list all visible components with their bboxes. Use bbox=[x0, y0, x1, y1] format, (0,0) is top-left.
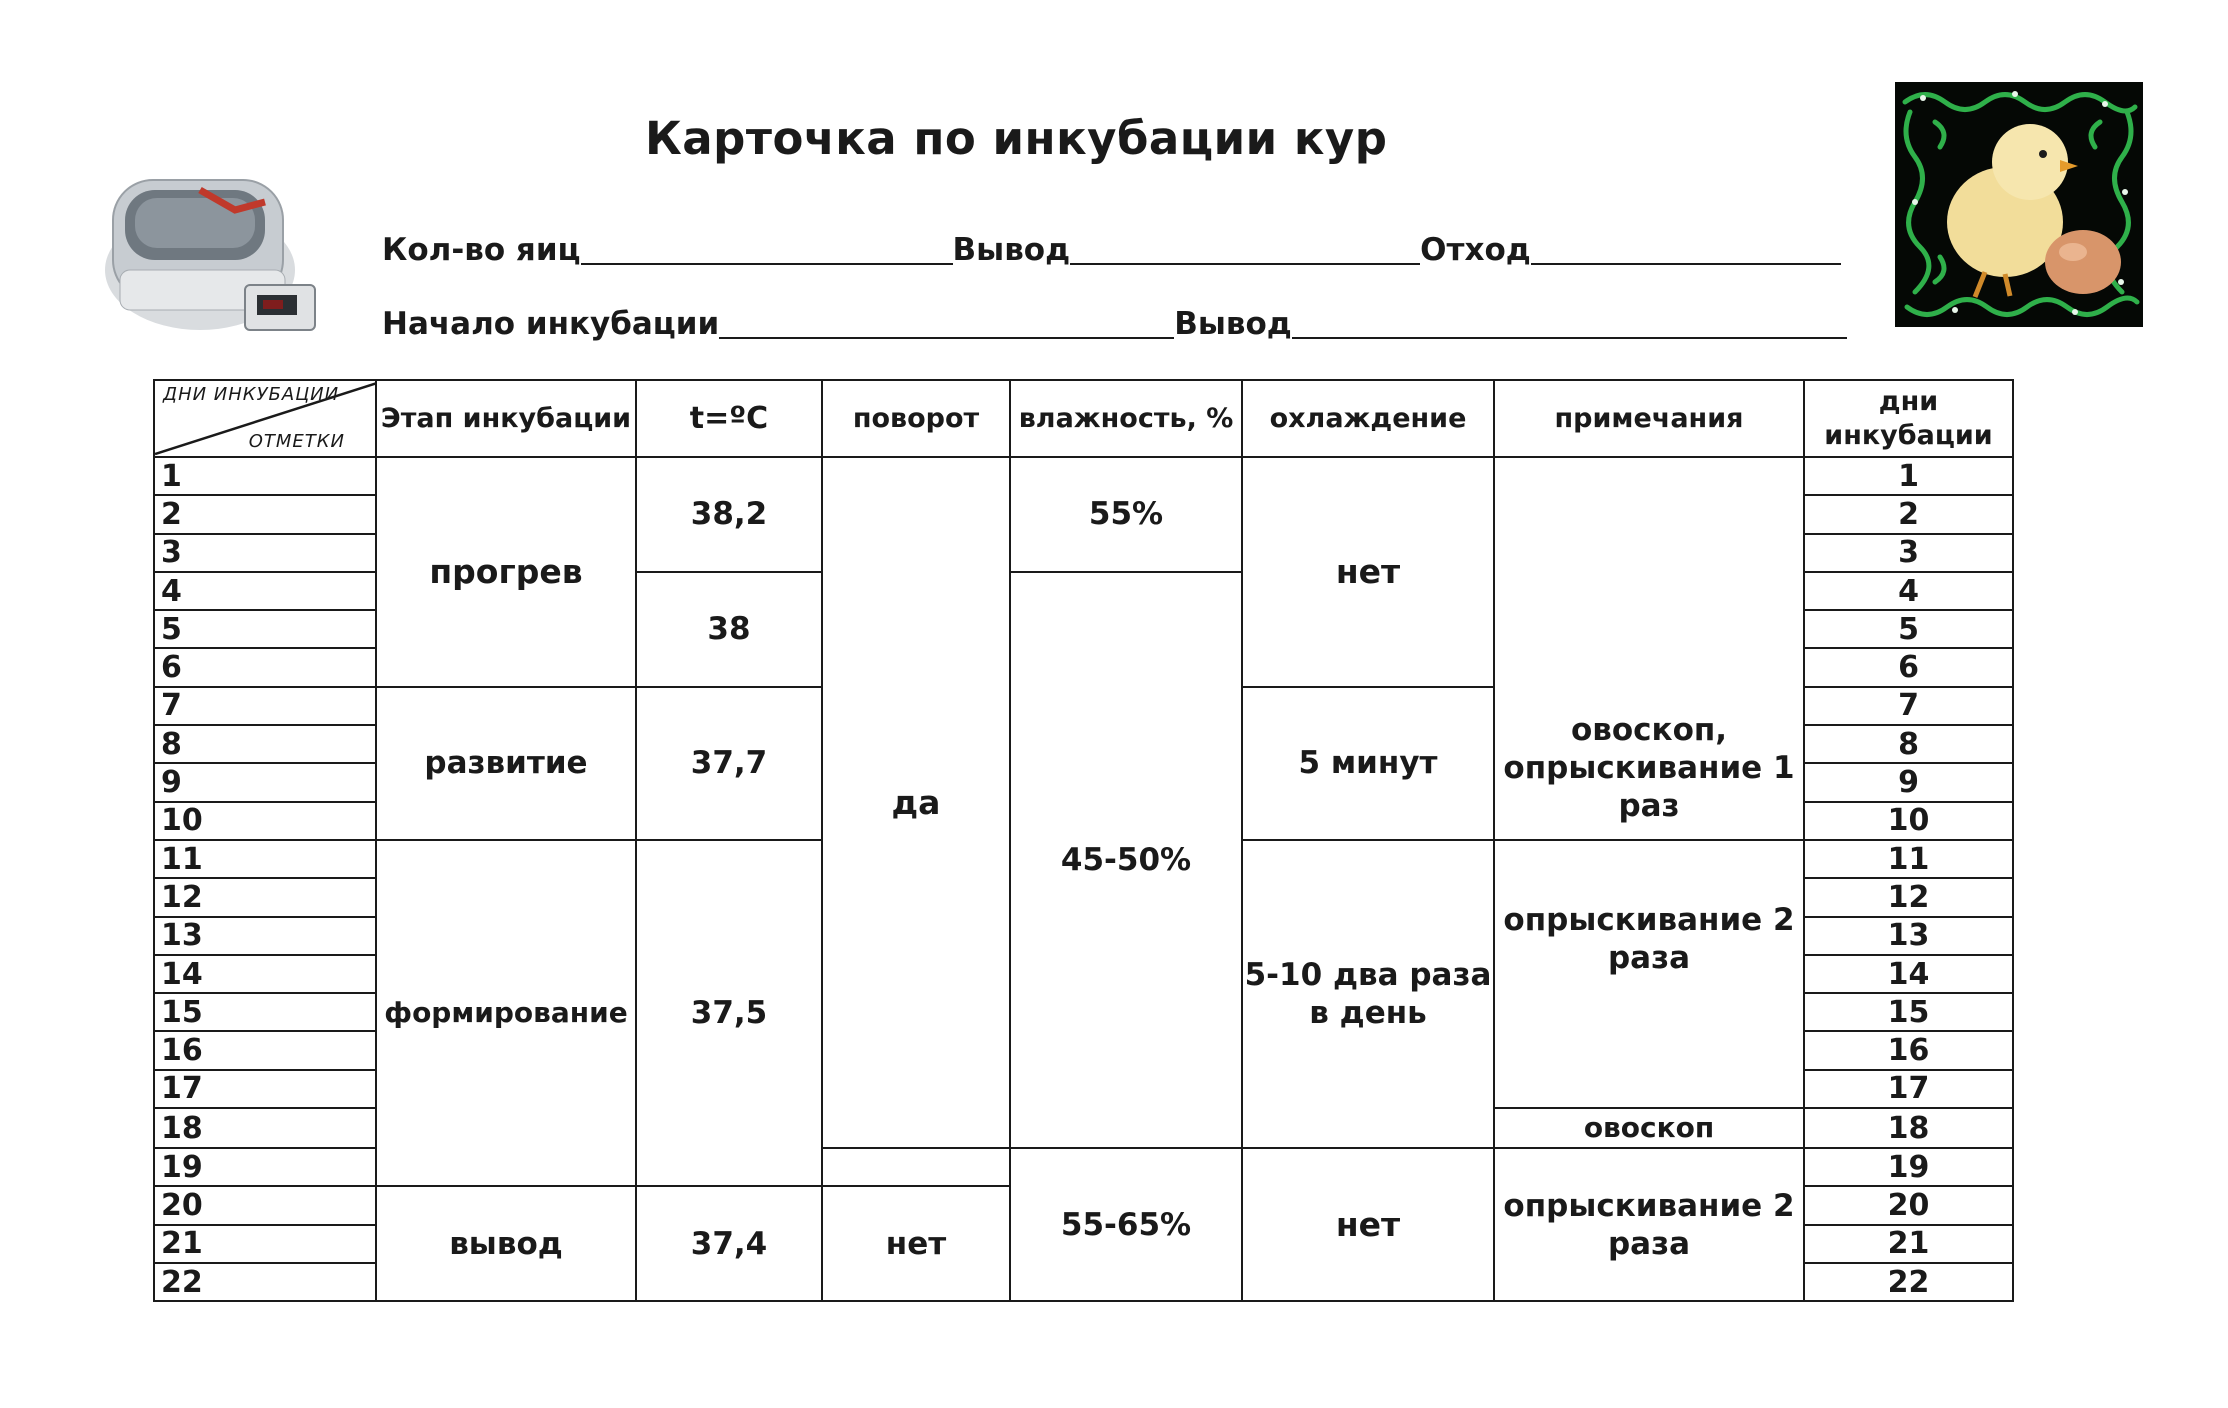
mark-day-10[interactable]: 10 bbox=[154, 802, 376, 840]
mark-day-2[interactable]: 2 bbox=[154, 495, 376, 533]
cooling-5-10-twice: 5-10 два раза в день bbox=[1242, 840, 1494, 1148]
start-label: Начало инкубации bbox=[382, 306, 720, 342]
turn-no: нет bbox=[822, 1186, 1010, 1301]
day-17: 17 bbox=[1804, 1070, 2013, 1108]
day-22: 22 bbox=[1804, 1263, 2013, 1301]
mark-day-19[interactable]: 19 bbox=[154, 1148, 376, 1186]
mark-day-14[interactable]: 14 bbox=[154, 955, 376, 993]
day-5: 5 bbox=[1804, 610, 2013, 648]
humidity-45-50: 45-50% bbox=[1010, 572, 1242, 1148]
temp-37-4: 37,4 bbox=[636, 1186, 822, 1301]
day-11: 11 bbox=[1804, 840, 2013, 878]
eggs-label: Кол-во яиц bbox=[382, 232, 581, 268]
start-field[interactable] bbox=[719, 309, 1174, 339]
stage-development: развитие bbox=[376, 687, 636, 840]
mark-day-1[interactable]: 1 bbox=[154, 457, 376, 495]
cooling-no-2: нет bbox=[1242, 1148, 1494, 1301]
output2-label: Вывод bbox=[1174, 306, 1292, 342]
mark-day-5[interactable]: 5 bbox=[154, 610, 376, 648]
day-10: 10 bbox=[1804, 802, 2013, 840]
turn-yes-cont bbox=[822, 1148, 1010, 1186]
day-13: 13 bbox=[1804, 917, 2013, 955]
day-18: 18 bbox=[1804, 1108, 2013, 1148]
header-notes: примечания bbox=[1494, 380, 1804, 457]
mark-day-18[interactable]: 18 bbox=[154, 1108, 376, 1148]
incubator-image bbox=[105, 150, 335, 350]
day-12: 12 bbox=[1804, 878, 2013, 916]
stage-warming: прогрев bbox=[376, 457, 636, 687]
temp-37-7: 37,7 bbox=[636, 687, 822, 840]
waste-field[interactable] bbox=[1531, 235, 1841, 265]
humidity-55: 55% bbox=[1010, 457, 1242, 572]
mark-day-6[interactable]: 6 bbox=[154, 648, 376, 686]
mark-day-4[interactable]: 4 bbox=[154, 572, 376, 610]
mark-day-17[interactable]: 17 bbox=[154, 1070, 376, 1108]
chick-image bbox=[1895, 82, 2143, 327]
day-14: 14 bbox=[1804, 955, 2013, 993]
day-21: 21 bbox=[1804, 1225, 2013, 1263]
header-days-marks bbox=[154, 380, 376, 457]
note-ovoscope-2: овоскоп bbox=[1494, 1108, 1804, 1148]
header-humidity: влажность, % bbox=[1010, 380, 1242, 457]
day-20: 20 bbox=[1804, 1186, 2013, 1224]
output-field[interactable] bbox=[1070, 235, 1420, 265]
incubation-table bbox=[153, 379, 2014, 1302]
form-row-start bbox=[382, 306, 1847, 342]
eggs-field[interactable] bbox=[581, 235, 953, 265]
day-4: 4 bbox=[1804, 572, 2013, 610]
humidity-55-65: 55-65% bbox=[1010, 1148, 1242, 1301]
turn-yes: да bbox=[822, 457, 1010, 1148]
day-16: 16 bbox=[1804, 1031, 2013, 1069]
day-7: 7 bbox=[1804, 687, 2013, 725]
note-ovoscope-spray-1: овоскоп, опрыскивание 1 раз bbox=[1494, 457, 1804, 840]
day-19: 19 bbox=[1804, 1148, 2013, 1186]
mark-day-13[interactable]: 13 bbox=[154, 917, 376, 955]
day-8: 8 bbox=[1804, 725, 2013, 763]
header-days: дни инкубации bbox=[1804, 380, 2013, 457]
note-spray-2-times-1: опрыскивание 2 раза bbox=[1494, 840, 1804, 1108]
mark-day-12[interactable]: 12 bbox=[154, 878, 376, 916]
mark-day-20[interactable]: 20 bbox=[154, 1186, 376, 1224]
cooling-no-1: нет bbox=[1242, 457, 1494, 687]
note-spray-2-times-2: опрыскивание 2 раза bbox=[1494, 1148, 1804, 1301]
output2-field[interactable] bbox=[1292, 309, 1847, 339]
stage-hatch: вывод bbox=[376, 1186, 636, 1301]
day-6: 6 bbox=[1804, 648, 2013, 686]
output-label: Вывод bbox=[952, 232, 1071, 268]
mark-day-11[interactable]: 11 bbox=[154, 840, 376, 878]
header-cooling: охлаждение bbox=[1242, 380, 1494, 457]
mark-day-22[interactable]: 22 bbox=[154, 1263, 376, 1301]
cooling-5-min: 5 минут bbox=[1242, 687, 1494, 840]
waste-label: Отход bbox=[1420, 232, 1531, 268]
mark-day-16[interactable]: 16 bbox=[154, 1031, 376, 1069]
header-stage: Этап инкубации bbox=[376, 380, 636, 457]
day-9: 9 bbox=[1804, 763, 2013, 801]
mark-day-21[interactable]: 21 bbox=[154, 1225, 376, 1263]
mark-day-3[interactable]: 3 bbox=[154, 534, 376, 572]
header-turn: поворот bbox=[822, 380, 1010, 457]
mark-day-9[interactable]: 9 bbox=[154, 763, 376, 801]
mark-day-8[interactable]: 8 bbox=[154, 725, 376, 763]
day-2: 2 bbox=[1804, 495, 2013, 533]
day-3: 3 bbox=[1804, 534, 2013, 572]
day-15: 15 bbox=[1804, 993, 2013, 1031]
header-temp: t=ºC bbox=[636, 380, 822, 457]
temp-38-2: 38,2 bbox=[636, 457, 822, 572]
temp-38: 38 bbox=[636, 572, 822, 687]
form-row-eggs bbox=[382, 232, 1841, 268]
temp-37-5: 37,5 bbox=[636, 840, 822, 1186]
header-diag-top: ДНИ ИНКУБАЦИИ bbox=[163, 384, 340, 405]
header-diag-bottom: ОТМЕТКИ bbox=[248, 431, 345, 452]
page-title: Карточка по инкубации кур bbox=[645, 112, 1388, 165]
mark-day-7[interactable]: 7 bbox=[154, 687, 376, 725]
stage-formation: формирование bbox=[376, 840, 636, 1186]
mark-day-15[interactable]: 15 bbox=[154, 993, 376, 1031]
day-1: 1 bbox=[1804, 457, 2013, 495]
